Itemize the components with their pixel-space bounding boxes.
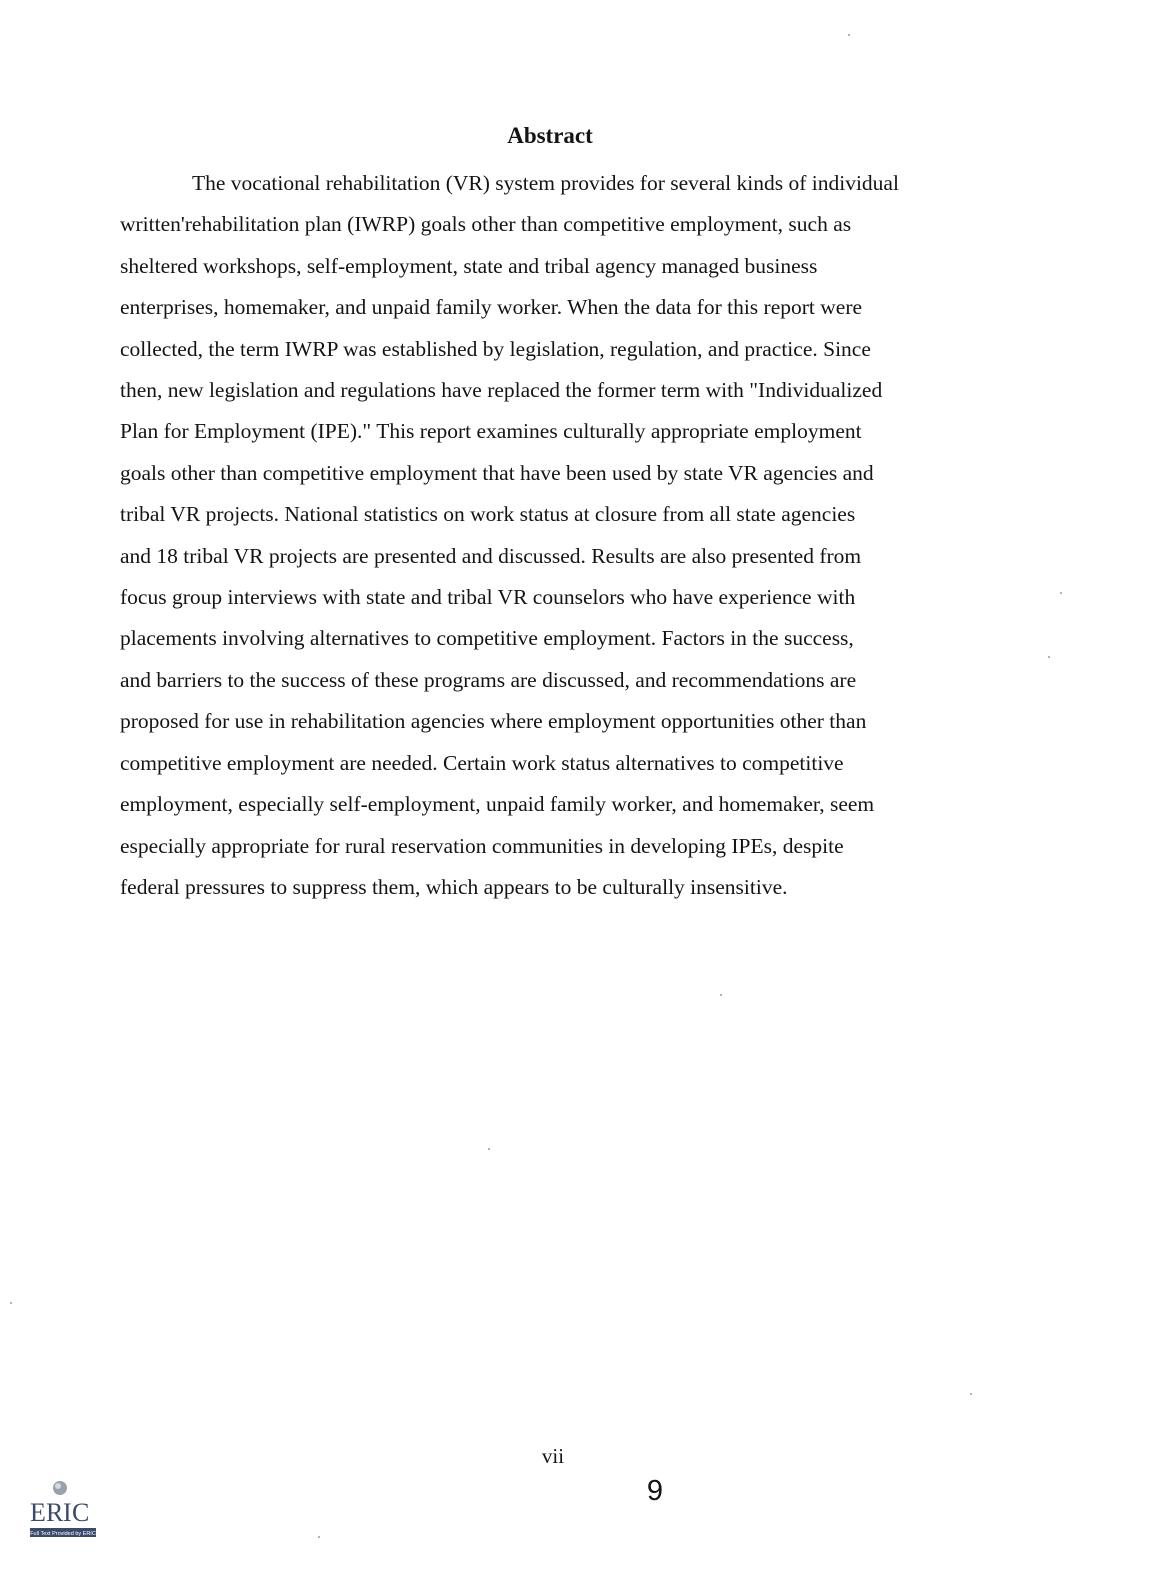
abstract-line: The vocational rehabilitation (VR) system provides for several kinds of individual [192, 171, 899, 195]
abstract-line: Plan for Employment (IPE)." This report examines culturally appropriate employment [120, 419, 862, 444]
svg-text:I: I [63, 1498, 72, 1527]
scan-speck [318, 1536, 320, 1538]
abstract-line: then, new legislation and regulations have replaced the former term with "Individualized [120, 378, 883, 403]
abstract-paragraph [120, 163, 990, 908]
abstract-line: collected, the term IWRP was established by legislation, regulation, and practice. Since [120, 336, 871, 361]
eric-logo-tagline: Full Text Provided by ERIC [30, 1531, 96, 1537]
abstract-line: tribal VR projects. National statistics on work status at closure from all state agencies [120, 502, 856, 527]
eric-logo-lettering [30, 1498, 89, 1527]
svg-text:E: E [30, 1498, 46, 1527]
scan-speck [1048, 656, 1050, 658]
svg-text:C: C [72, 1498, 90, 1527]
scan-speck [720, 994, 722, 996]
eric-logo-icon [28, 1478, 100, 1542]
abstract-line: and 18 tribal VR projects are presented and discussed. Results are also presented from [120, 543, 862, 568]
abstract-line: employment, especially self-employment, unpaid family worker, and homemaker, seem [120, 792, 875, 817]
abstract-line: federal pressures to suppress them, which appears to be culturally insensitive. [120, 874, 788, 899]
abstract-line: and barriers to the success of these programs are discussed, and recommendations are [120, 667, 857, 692]
page-number: 9 [646, 1475, 664, 1507]
scan-speck [970, 1393, 972, 1395]
scan-speck [1060, 592, 1062, 594]
abstract-line: goals other than competitive employment that have been used by state VR agencies and [120, 460, 874, 485]
eric-logo-globe-icon [53, 1481, 67, 1495]
scan-speck [10, 1302, 12, 1304]
abstract-line: focus group interviews with state and tribal VR counselors who have experience with [120, 585, 856, 610]
abstract-line: especially appropriate for rural reservation communities in developing IPEs, despite [120, 833, 844, 858]
page-number-roman: vii [541, 1444, 565, 1468]
svg-text:R: R [46, 1498, 64, 1527]
abstract-title: Abstract [507, 123, 593, 148]
scan-speck [488, 1148, 490, 1150]
abstract-line: sheltered workshops, self-employment, state and tribal agency managed business [120, 253, 818, 278]
abstract-line: competitive employment are needed. Certain work status alternatives to competitive [120, 750, 844, 775]
abstract-line: written'rehabilitation plan (IWRP) goals other than competitive employment, such as [120, 212, 852, 237]
abstract-line: proposed for use in rehabilitation agencies where employment opportunities other than [120, 709, 867, 734]
abstract-line: enterprises, homemaker, and unpaid family worker. When the data for this report were [120, 295, 863, 320]
abstract-line: placements involving alternatives to competitive employment. Factors in the success, [120, 626, 854, 651]
scan-speck [848, 34, 850, 36]
